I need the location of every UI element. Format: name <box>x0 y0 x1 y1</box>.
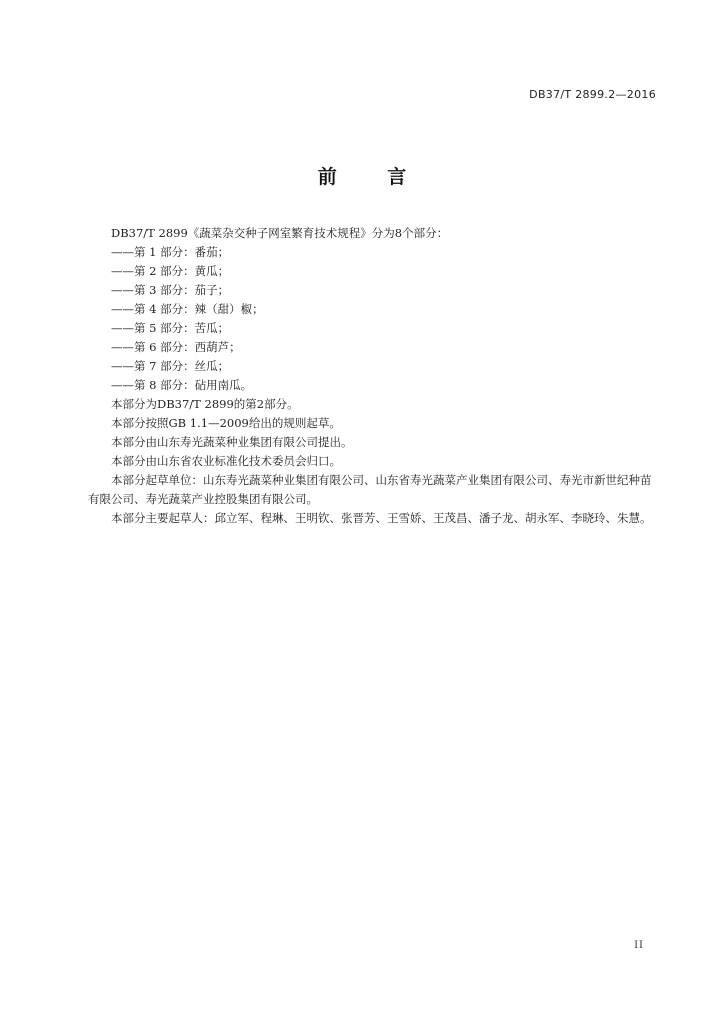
page-title: 前 言 <box>317 166 429 188</box>
standard-code: DB37/T 2899.2—2016 <box>529 88 656 101</box>
list-item: ——第 8 部分：砧用南瓜。 <box>111 378 253 392</box>
drafting-units-paragraph: 本部分起草单位：山东寿光蔬菜种业集团有限公司、山东省寿光蔬菜产业集团有限公司、寿光市新世纪种苗有限公司、寿光蔬菜产业控股集团有限公司。 <box>88 473 652 506</box>
list-item: ——第 2 部分：黄瓜； <box>111 264 230 278</box>
list-item: ——第 1 部分：番茄； <box>111 245 230 259</box>
list-item: ——第 3 部分：茄子； <box>111 283 230 297</box>
list-item: ——第 5 部分：苦瓜； <box>111 321 230 335</box>
drafters-paragraph: 本部分主要起草人：邱立军、程琳、王明钦、张晋芳、王雪娇、王茂昌、潘子龙、胡永军、李晓玲、朱慧。 <box>111 511 652 525</box>
list-item: ——第 4 部分：辣（甜）椒； <box>111 302 264 316</box>
committee-paragraph: 本部分由山东省农业标准化技术委员会归口。 <box>111 454 341 468</box>
part-note-paragraph: 本部分为DB37/T 2899的第2部分。 <box>111 397 299 411</box>
list-item: ——第 7 部分：丝瓜； <box>111 359 230 373</box>
page-number: II <box>634 940 644 951</box>
intro-paragraph: DB37/T 2899《蔬菜杂交种子网室繁育技术规程》分为8个部分： <box>111 226 449 240</box>
list-item: ——第 6 部分：西葫芦； <box>111 340 241 354</box>
drafting-rules-paragraph: 本部分按照GB 1.1—2009给出的规则起草。 <box>111 416 341 430</box>
parts-list <box>88 243 658 395</box>
document-body <box>88 224 658 528</box>
proposer-paragraph: 本部分由山东寿光蔬菜种业集团有限公司提出。 <box>111 435 353 449</box>
